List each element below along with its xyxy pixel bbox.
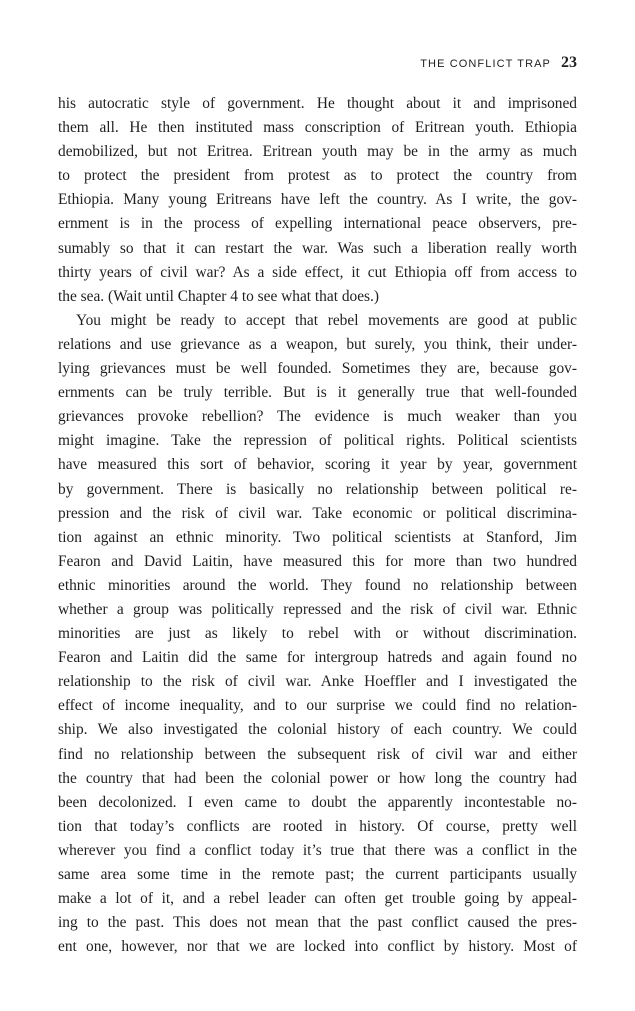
text-line: minorities are just as likely to rebel with or without discrimination. [58, 625, 577, 643]
text-line: Fearon and Laitin did the same for intergroup hatreds and again found no [58, 649, 577, 667]
text-line: tion against an ethnic minority. Two political scientists at Stanford, Jim [58, 528, 577, 546]
text-line: Ethiopia. Many young Eritreans have left the country. As I write, the gov- [58, 191, 577, 209]
text-line: might imagine. Take the repression of political rights. Political scientists [58, 432, 577, 450]
text-line: by government. There is basically no relationship between political re- [58, 480, 577, 498]
text-line: lying grievances must be well founded. Sometimes they are, because gov- [58, 360, 577, 378]
text-line: same area some time in the remote past; the current participants usually [58, 866, 577, 883]
text-line: relations and use grievance as a weapon, but surely, you think, their under- [58, 335, 577, 353]
text-line: ing to the past. This does not mean that the past conflict caused the pres- [58, 914, 577, 932]
text-line: make a lot of it, and a rebel leader can often get trouble going by appeal- [58, 890, 577, 908]
text-line: relationship to the risk of civil war. Anke Hoeffler and I investigated the [58, 673, 577, 691]
text-line: effect of income inequality, and to our surprise we could find no relation- [58, 697, 577, 715]
text-line: his autocratic style of government. He thought about it and imprisoned [58, 95, 577, 112]
text-line: them all. He then instituted mass conscription of Eritrean youth. Ethiopia [58, 119, 577, 137]
text-line: grievances provoke rebellion? The evidence is much weaker than you [58, 408, 577, 426]
running-title: THE CONFLICT TRAP [420, 58, 551, 70]
text-line: to protect the president from protest as to protect the country from [58, 167, 577, 185]
text-line: You might be ready to accept that rebel movements are good at public [76, 311, 577, 329]
text-line: find no relationship between the subsequent risk of civil war and either [58, 745, 577, 763]
page-number: 23 [561, 54, 577, 71]
text-line: have measured this sort of behavior, scoring it year by year, government [58, 456, 577, 474]
text-line: sumably so that it can restart the war. Was such a liberation really worth [58, 239, 577, 257]
text-line: pression and the risk of civil war. Take economic or political discrimina- [58, 504, 577, 522]
text-line: the country that had been the colonial power or how long the country had [58, 769, 577, 787]
text-line: demobilized, but not Eritrea. Eritrean youth may be in the army as much [58, 143, 577, 161]
text-line: ship. We also investigated the colonial history of each country. We could [58, 721, 577, 739]
paragraph [58, 92, 577, 309]
text-line: ent one, however, nor that we are locked into conflict by history. Most of [58, 938, 577, 956]
text-line: the sea. (Wait until Chapter 4 to see what that does.) [58, 287, 380, 305]
text-line: wherever you find a conflict today it’s true that there was a conflict in the [58, 841, 577, 859]
text-line: whether a group was politically repressed and the risk of civil war. Ethnic [58, 600, 577, 618]
text-line: thirty years of civil war? As a side effect, it cut Ethiopia off from access to [58, 263, 577, 281]
body-text [58, 92, 577, 959]
text-line: ethnic minorities around the world. They found no relationship between [58, 576, 577, 594]
text-line: ernments can be truly terrible. But is it generally true that well-founded [58, 384, 577, 402]
running-head [420, 54, 577, 72]
text-line: Fearon and David Laitin, have measured this for more than two hundred [58, 552, 577, 570]
text-line: ernment is in the process of expelling international peace observers, pre- [58, 215, 577, 233]
text-line: been decolonized. I even came to doubt the apparently incontestable no- [58, 793, 577, 811]
paragraph [58, 309, 577, 960]
text-line: tion that today’s conflicts are rooted in history. Of course, pretty well [58, 817, 577, 835]
